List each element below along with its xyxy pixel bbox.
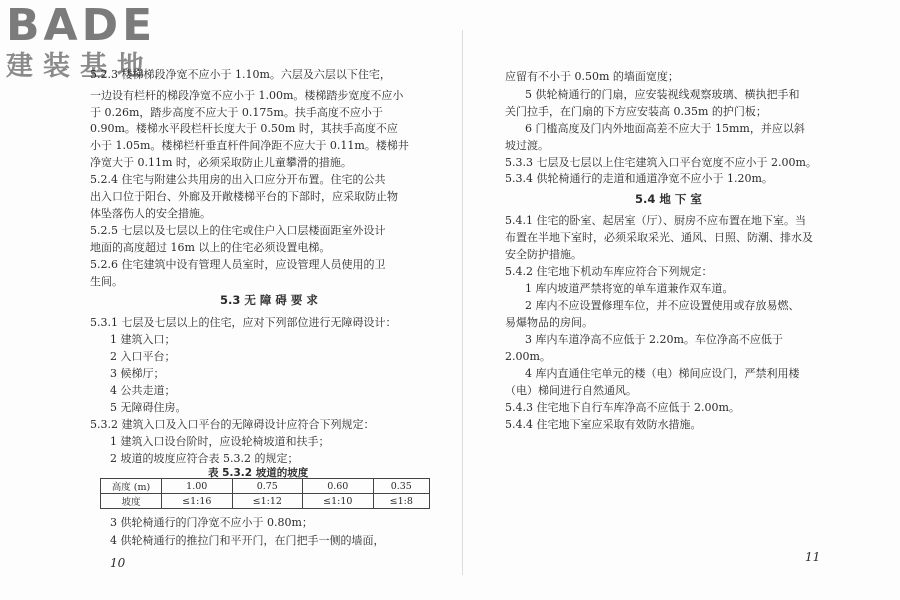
table-cell: ≤1:12 [232, 494, 303, 509]
text-line: 一边设有栏杆的梯段净宽不应小于 1.00m。楼梯踏步宽度不应小 [90, 89, 404, 102]
text-line: 5.2.5 七层以及七层以上的住宅或住户入口层楼面距室外设计 [90, 224, 386, 237]
text-line: 5.3.1 七层及七层以上的住宅，应对下列部位进行无障碍设计： [90, 316, 397, 329]
table-cell: ≤1:8 [373, 494, 429, 509]
list-item: 3 候梯厅； [110, 367, 165, 380]
table-cell: 0.60 [303, 479, 374, 494]
text-line: 关门拉手，在门扇的下方应安装高 0.35m 的护门板； [505, 105, 767, 118]
logo-wordmark: BADE [6, 0, 157, 51]
list-item: 2 入口平台； [110, 350, 176, 363]
text-line: 5.4.3 住宅地下自行车库净高不应低于 2.00m。 [505, 401, 740, 414]
table-caption: 表 5.3.2 坡道的坡度 [208, 467, 309, 479]
text-line: 5.2.3 楼梯梯段净宽不应小于 1.10m。六层及六层以下住宅， [90, 68, 391, 81]
text-line: 5.3.3 七层及七层以上住宅建筑入口平台宽度不应小于 2.00m。 [505, 156, 817, 169]
text-line: 于 0.26m，踏步高度不应大于 0.175m。扶手高度不应小于 [90, 106, 383, 119]
page-number: 10 [110, 556, 126, 570]
table-cell: 0.75 [232, 479, 303, 494]
right-page [505, 0, 850, 600]
table-row [101, 494, 430, 509]
list-item: 1 建筑入口设台阶时，应设轮椅坡道和扶手； [110, 435, 330, 448]
text-line: 净宽大于 0.11m 时，必须采取防止儿童攀滑的措施。 [90, 156, 352, 169]
table-row [101, 479, 430, 494]
table-cell: 高度 (m) [101, 479, 162, 494]
text-line: 5.3.2 建筑入口及入口平台的无障碍设计应符合下列规定： [90, 418, 375, 431]
text-line: 2.00m。 [505, 350, 551, 363]
text-line: 5.4.1 住宅的卧室、起居室（厅）、厨房不应布置在地下室。当 [505, 214, 806, 227]
section-heading: 5.4 地 下 室 [635, 192, 702, 206]
text-line: 安全防护措施。 [505, 248, 582, 261]
list-item: 6 门槛高度及门内外地面高差不应大于 15mm，并应以斜 [525, 122, 805, 135]
text-line: 0.90m。楼梯水平段栏杆长度大于 0.50m 时，其扶手高度不应 [90, 122, 398, 135]
page-number: 11 [805, 550, 821, 564]
text-line: （电）梯间进行自然通风。 [505, 384, 637, 397]
text-line: 出入口位于阳台、外廊及开敞楼梯平台的下部时，应采取防止物 [90, 190, 398, 203]
table-cell: 1.00 [162, 479, 233, 494]
page-gutter [462, 30, 463, 575]
text-line: 小于 1.05m。楼梯栏杆垂直杆件间净距不应大于 0.11m。楼梯井 [90, 139, 409, 152]
text-line: 5.3.4 供轮椅通行的走道和通道净宽不应小于 1.20m。 [505, 172, 773, 185]
table-cell: ≤1:10 [303, 494, 374, 509]
table-cell: ≤1:16 [162, 494, 233, 509]
text-line: 体坠落伤人的安全措施。 [90, 207, 211, 220]
text-line: 生间。 [90, 275, 123, 288]
text-line: 易爆物品的房间。 [505, 316, 593, 329]
list-item: 4 库内直通住宅单元的楼（电）梯间应设门，严禁利用楼 [525, 367, 800, 380]
list-item: 1 库内坡道严禁将宽的单车道兼作双车道。 [525, 282, 734, 295]
list-item: 2 坡道的坡度应符合表 5.3.2 的规定； [110, 452, 299, 465]
text-line: 应留有不小于 0.50m 的墙面宽度； [505, 70, 679, 83]
list-item: 4 供轮椅通行的推拉门和平开门，在门把手一侧的墙面， [110, 534, 385, 547]
list-item: 2 库内不应设置修理车位，并不应设置使用或存放易燃、 [525, 299, 800, 312]
list-item: 3 库内车道净高不应低于 2.20m。车位净高不应低于 [525, 333, 783, 346]
slope-table [100, 478, 430, 509]
section-heading: 5.3 无 障 碍 要 求 [220, 293, 318, 307]
logo-subtitle: 建装基地 [6, 51, 154, 82]
list-item: 5 供轮椅通行的门扇，应安装视线观察玻璃、横执把手和 [525, 88, 800, 101]
text-line: 5.4.2 住宅地下机动车库应符合下列规定： [505, 265, 713, 278]
text-line: 5.2.6 住宅建筑中设有管理人员室时，应设管理人员使用的卫 [90, 258, 386, 271]
text-line: 地面的高度超过 16m 以上的住宅必须设置电梯。 [90, 241, 331, 254]
left-page [90, 0, 435, 600]
table-cell: 坡度 [101, 494, 162, 509]
list-item: 3 供轮椅通行的门净宽不应小于 0.80m； [110, 516, 313, 529]
list-item: 1 建筑入口； [110, 333, 176, 346]
text-line: 5.4.4 住宅地下室应采取有效防水措施。 [505, 418, 702, 431]
text-line: 5.2.4 住宅与附建公共用房的出入口应分开布置。住宅的公共 [90, 173, 386, 186]
text-line: 坡过渡。 [505, 139, 549, 152]
table-cell: 0.35 [373, 479, 429, 494]
list-item: 5 无障碍住房。 [110, 401, 187, 414]
list-item: 4 公共走道； [110, 384, 176, 397]
text-line: 布置在半地下室时，必须采取采光、通风、日照、防潮、排水及 [505, 231, 813, 244]
